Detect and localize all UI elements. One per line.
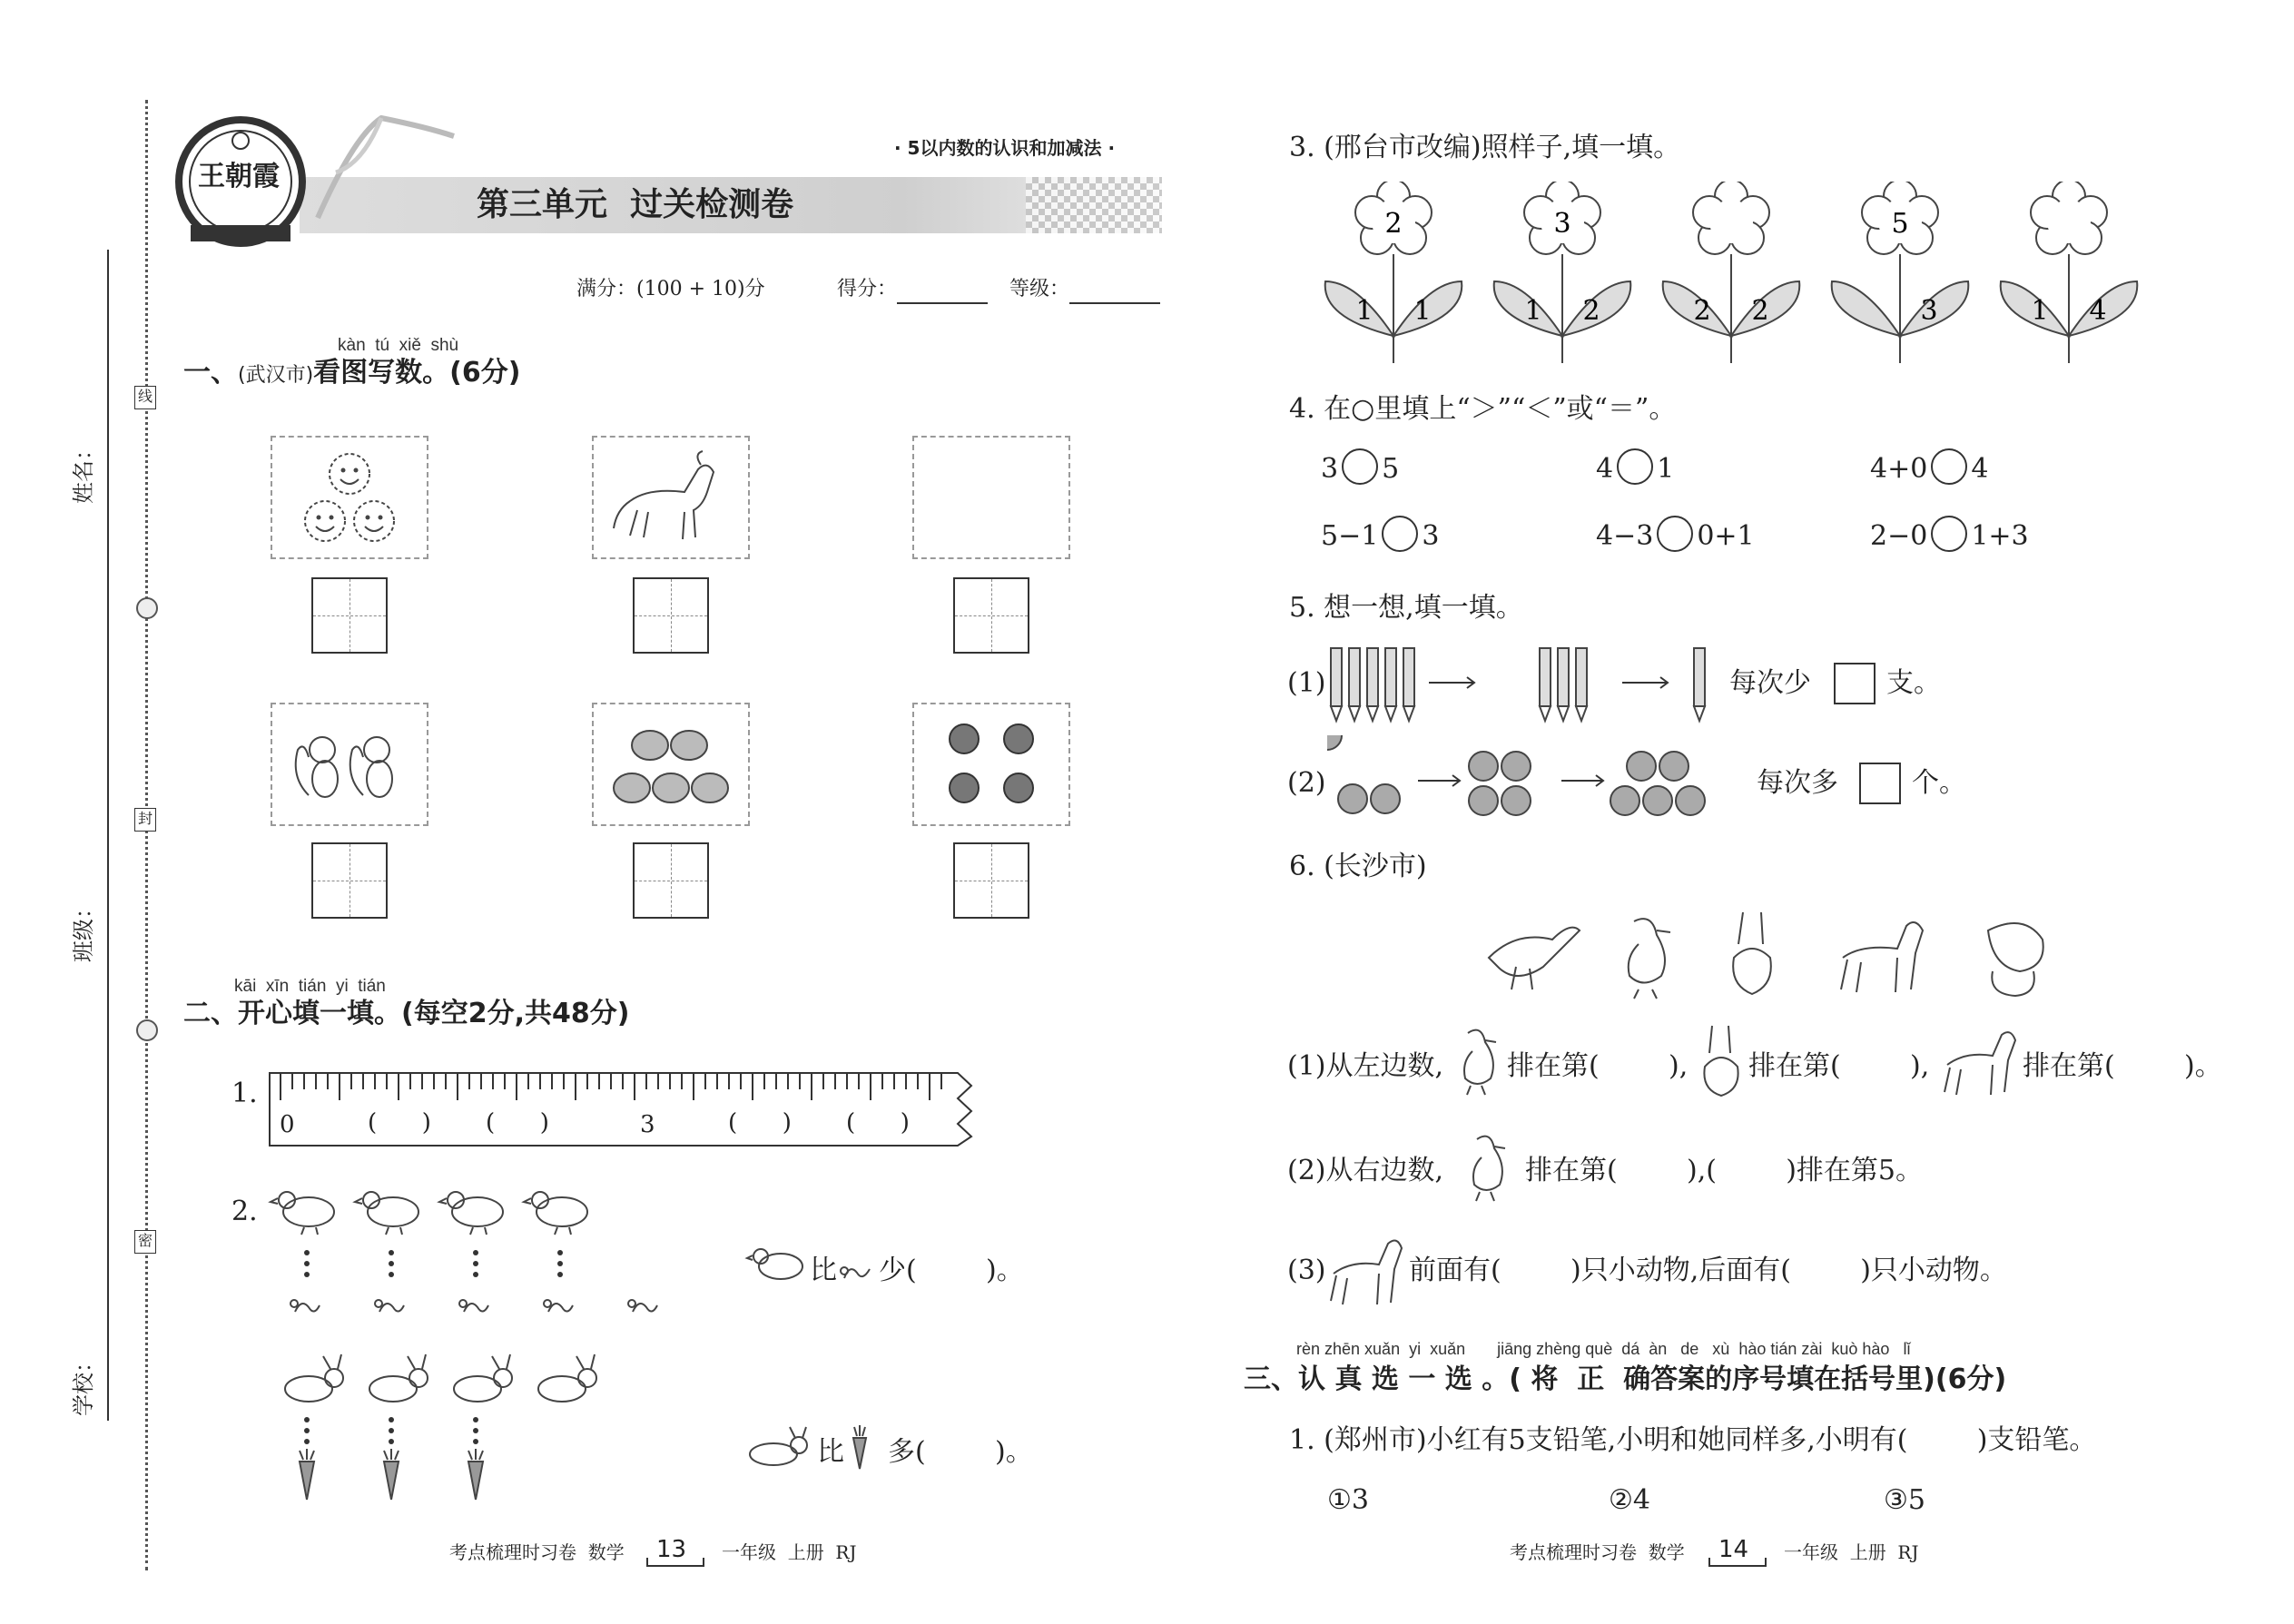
compare-left: 3 [1321,453,1339,485]
apples-sequence-figure [1327,735,1745,826]
compare-right: 1+3 [1971,520,2029,552]
flower-top-number: 5 [1891,208,1909,240]
section1-title [183,359,520,387]
compare-item [1596,520,1755,552]
footer-grade: 一年级 上册 RJ [722,1541,857,1563]
q6-l1 [1287,1050,1444,1082]
q5-p1-text-a: 每次少 [1729,667,1811,699]
compare-right: 1 [1657,453,1675,485]
header-checker [1026,177,1162,233]
seal-box-3: 密 [134,1230,156,1254]
ruler-label[interactable]: ( ) [728,1109,792,1137]
q5-title: 5. 想一想,填一填。 [1289,592,1523,624]
q6-l2-a[interactable]: 排在第( ),( )排在第5。 [1525,1155,1924,1186]
section2-title: 二、开心填一填。(每空2分,共48分) [183,998,630,1029]
unit-topic: · 5以内数的认识和加减法 · [894,137,1116,159]
option-3[interactable]: ③5 [1884,1484,1925,1516]
ruler-label[interactable]: ( ) [368,1109,431,1137]
rabbit-icon [744,1425,817,1471]
rabbit-icon [1696,1021,1746,1098]
compare-item [1870,453,1989,485]
q2a-tail[interactable]: 少( )。 [879,1255,1024,1286]
q6-l1-b[interactable]: 排在第( ), [1748,1050,1930,1082]
carrot-icon [846,1425,873,1471]
answer-grid[interactable] [953,842,1029,919]
name-label: 姓名： [71,438,96,504]
q6-title: 6. (长沙市) [1289,851,1427,882]
q6-l1-c[interactable]: 排在第( )。 [2023,1050,2222,1082]
footer-book: 考点梳理时习卷 数学 [449,1541,625,1563]
q5-p2-text-b: 个。 [1912,767,1966,799]
section1-source: (武汉市) [238,364,314,387]
section3-title: 三、认 真 选 一 选 。( 将 正 确答案的序号填在括号里)(6分) [1244,1363,2007,1395]
compare-circle[interactable] [1382,516,1418,552]
q1-number: 1. [231,1078,258,1109]
q6-l3-a[interactable]: 前面有( )只小动物,后面有( )只小动物。 [1409,1255,2007,1286]
flower [1663,182,1800,363]
worm-icon [839,1251,875,1287]
compare-circle[interactable] [1931,448,1967,485]
compare-left: 4 [1596,453,1614,485]
score-label: 得分： [837,278,898,300]
flower-top-number: 2 [1384,208,1403,240]
q6-l2: (2)从右边数, [1287,1155,1444,1186]
q6-l1-prefix: (1)从左边数, [1287,1050,1444,1082]
compare-left: 4−3 [1596,520,1654,552]
ruler-label: 3 [640,1111,655,1138]
flowers-figure [1316,182,2151,372]
section2-pinyin: kāi xīn tián yi tián [234,977,386,996]
section1-text: 看图写数。(6分) [313,357,521,389]
full-marks: 满分：(100 + 10)分 [576,278,765,300]
grade-field[interactable] [1069,302,1160,304]
binding-hole-icon [136,597,158,619]
unit-title: 第三单元 过关检测卷 [477,186,794,223]
compare-circle[interactable] [1617,448,1653,485]
binding-solid-line [107,250,109,1421]
compare-right: 5 [1382,453,1400,485]
flower-right-number: 2 [1582,295,1600,327]
school-label: 学校： [71,1351,96,1416]
q3-title: 3. (邢台市改编)照样子,填一填。 [1289,132,1681,163]
compare-left: 2−0 [1870,520,1928,552]
compare-right: 3 [1422,520,1440,552]
q6-l3: (3) [1287,1255,1326,1286]
grade-label: 等级： [1009,278,1070,300]
rabbits-vs-carrots-figure [263,1353,626,1507]
section3-pinyin: rèn zhēn xuǎn yi xuǎn jiāng zhèng què dá àn de xù hào tián zài kuò hào lǐ [1296,1340,1911,1358]
class-label: 班级： [71,897,96,962]
duck-icon [1454,1024,1504,1097]
q2b-tail[interactable]: 多( )。 [888,1436,1033,1468]
compare-circle[interactable] [1931,516,1967,552]
flower-left-number: 1 [2031,295,2049,327]
answer-grid[interactable] [633,842,709,919]
seal-box-2: 封 [134,808,156,832]
horse-icon [1943,1024,2020,1097]
compare-left: 4+0 [1870,453,1928,485]
picture-box-apples [912,703,1070,826]
flower-right-number: 2 [1751,295,1769,327]
flower-right-number: 1 [1413,295,1432,327]
flower-top-number: 3 [1553,208,1571,240]
flower-left-number: 1 [1524,295,1542,327]
compare-item [1321,453,1400,485]
score-field[interactable] [897,302,988,304]
picture-box-smileys [271,436,428,559]
compare-left: 5−1 [1321,520,1379,552]
answer-grid[interactable] [633,577,709,654]
animals-row-figure [1480,903,2061,1008]
q2b-compare: 比 [817,1436,844,1468]
ruler-label[interactable]: ( ) [486,1109,549,1137]
chicks-vs-worms-figure [263,1180,681,1339]
compare-item [1321,520,1440,552]
binding-dotted-line [145,100,148,1570]
flower-right-number: 4 [2089,295,2107,327]
answer-grid[interactable] [953,577,1029,654]
flower [2001,182,2138,363]
ribbon-decoration-icon [300,109,463,227]
answer-grid[interactable] [311,842,388,919]
duck-icon [1463,1130,1513,1203]
binding-hole-icon [136,1019,158,1041]
footer-book: 考点梳理时习卷 数学 [1510,1541,1685,1563]
answer-grid[interactable] [311,577,388,654]
picture-box-squirrels [271,703,428,826]
seal-box-1: 线 [134,386,156,409]
footer-grade: 一年级 上册 RJ [1784,1541,1919,1563]
section1-pinyin: kàn tú xiě shù [338,336,459,355]
option-2[interactable]: ②4 [1609,1484,1650,1516]
footer-page-bracket [646,1558,704,1567]
compare-circle[interactable] [1342,448,1378,485]
q5-p1-label: (1) [1287,667,1326,699]
q5-p2-text-a: 每次多 [1757,767,1838,799]
q5-p1-text-b: 支。 [1886,667,1941,699]
pencils-sequence-figure [1327,643,1708,724]
q5-p1-answer-box[interactable] [1834,663,1876,704]
ruler-label[interactable]: ( ) [846,1109,910,1137]
q4-title: 4. 在○里填上“＞”“＜”或“＝”。 [1289,393,1677,425]
flower-left-number: 2 [1693,295,1711,327]
q2-number: 2. [231,1196,258,1227]
compare-right: 4 [1971,453,1989,485]
brand-name: 王朝霞 [198,161,280,192]
chick-icon [744,1244,808,1289]
q5-p2-answer-box[interactable] [1859,763,1901,804]
section3-q1: 1. (郑州市)小红有5支铅笔,小明和她同样多,小明有( )支铅笔。 [1289,1424,2097,1456]
flower-left-number: 1 [1355,295,1373,327]
section1-prefix: 一、 [183,357,238,389]
footer-page-number: 13 [656,1536,687,1563]
footer-page-bracket [1708,1558,1767,1567]
horse-icon [1329,1230,1406,1307]
q5-p2-label: (2) [1287,767,1326,799]
picture-box-horse [592,436,750,559]
compare-circle[interactable] [1657,516,1693,552]
q2a-compare: 比 [810,1255,837,1286]
flower-right-number: 3 [1920,295,1938,327]
ruler-label: 0 [280,1111,295,1138]
compare-item [1870,520,2029,552]
picture-box-pumpkins [592,703,750,826]
compare-item [1596,453,1675,485]
option-1[interactable]: ①3 [1327,1484,1369,1516]
picture-box-empty [912,436,1070,559]
compare-right: 0+1 [1697,520,1755,552]
q6-l1-a[interactable]: 排在第( ), [1507,1050,1689,1082]
footer-page-number: 14 [1718,1536,1749,1563]
